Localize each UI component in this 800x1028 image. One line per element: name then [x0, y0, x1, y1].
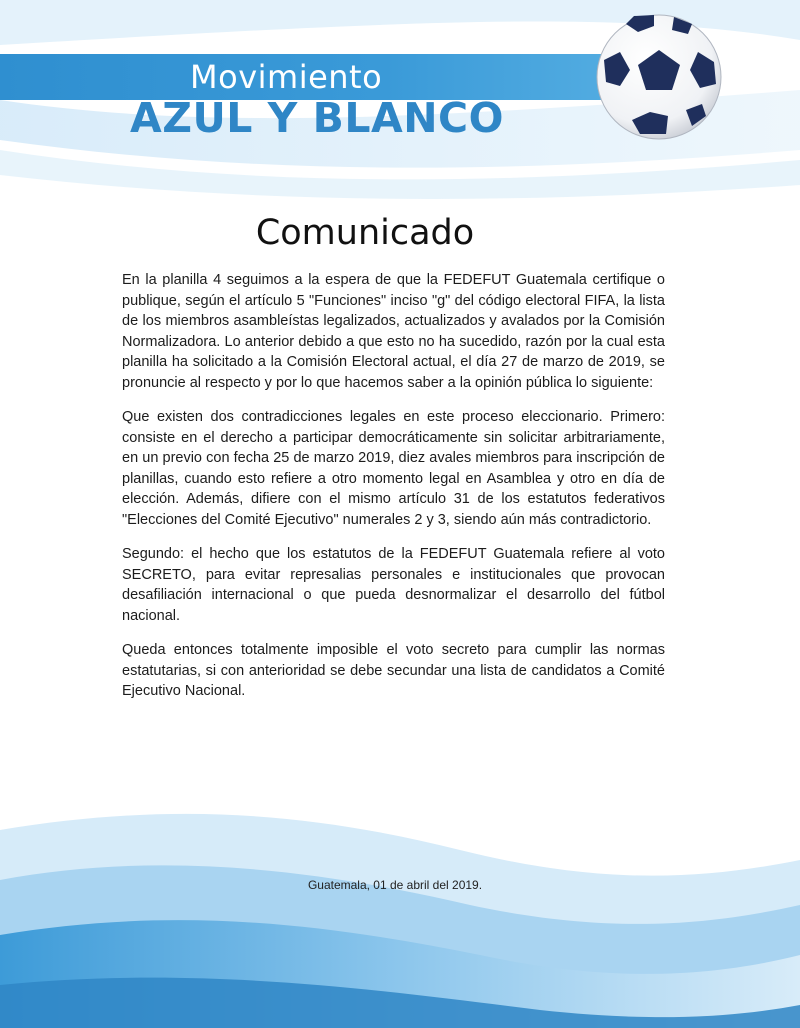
paragraph-1: En la planilla 4 seguimos a la espera de que la FEDEFUT Guatemala certifique o publique, según el artículo 5 "Funciones" inciso "g" del código electoral FIFA, la lista de los miembros asambleístas legalizados, actualizados y avalados por la Comisión Normalizadora. Lo anterior debido a que esto no ha sucedido, razón por la cual esta planilla ha solicitado a la Comisión Electoral actual, el día 27 de marzo de 2019, se pronuncie al respecto y por lo que hacemos saber a la opinión pública lo siguiente: [122, 272, 665, 391]
paragraph-2: Que existen dos contradicciones legales en este proceso eleccionario. Primero: consiste en el derecho a participar democráticamente sin solicitar arbitrariamente, en un previo con fecha 25 de marzo 2019, diez avales miembros para inscripción de planillas, cuando esto refiere a otro momento legal en Asamblea y otro en día de elección. Además, difiere con el mismo artículo 31 de los estatutos federativos "Elecciones del Comité Ejecutivo" numerales 2 y 3, siendo aún más contradictorio. [122, 409, 665, 528]
brand-line1: Movimiento [190, 58, 383, 96]
document-body [122, 270, 665, 716]
soccer-ball-icon [594, 12, 724, 142]
document-title: Comunicado [255, 213, 475, 253]
document-date: Guatemala, 01 de abril del 2019. [307, 878, 483, 892]
brand-line2: AZUL Y BLANCO [130, 94, 504, 142]
paragraph-3: Segundo: el hecho que los estatutos de la FEDEFUT Guatemala refiere al voto SECRETO, para evitar represalias personales e institucionales que provocan desafiliación internacional o que pueda desnormalizar el desarrollo del fútbol nacional. [122, 546, 665, 624]
paragraph-4: Queda entonces totalmente imposible el voto secreto para cumplir las normas estatutarias, si con anterioridad se debe secundar una lista de candidatos a Comité Ejecutivo Nacional. [122, 642, 665, 699]
